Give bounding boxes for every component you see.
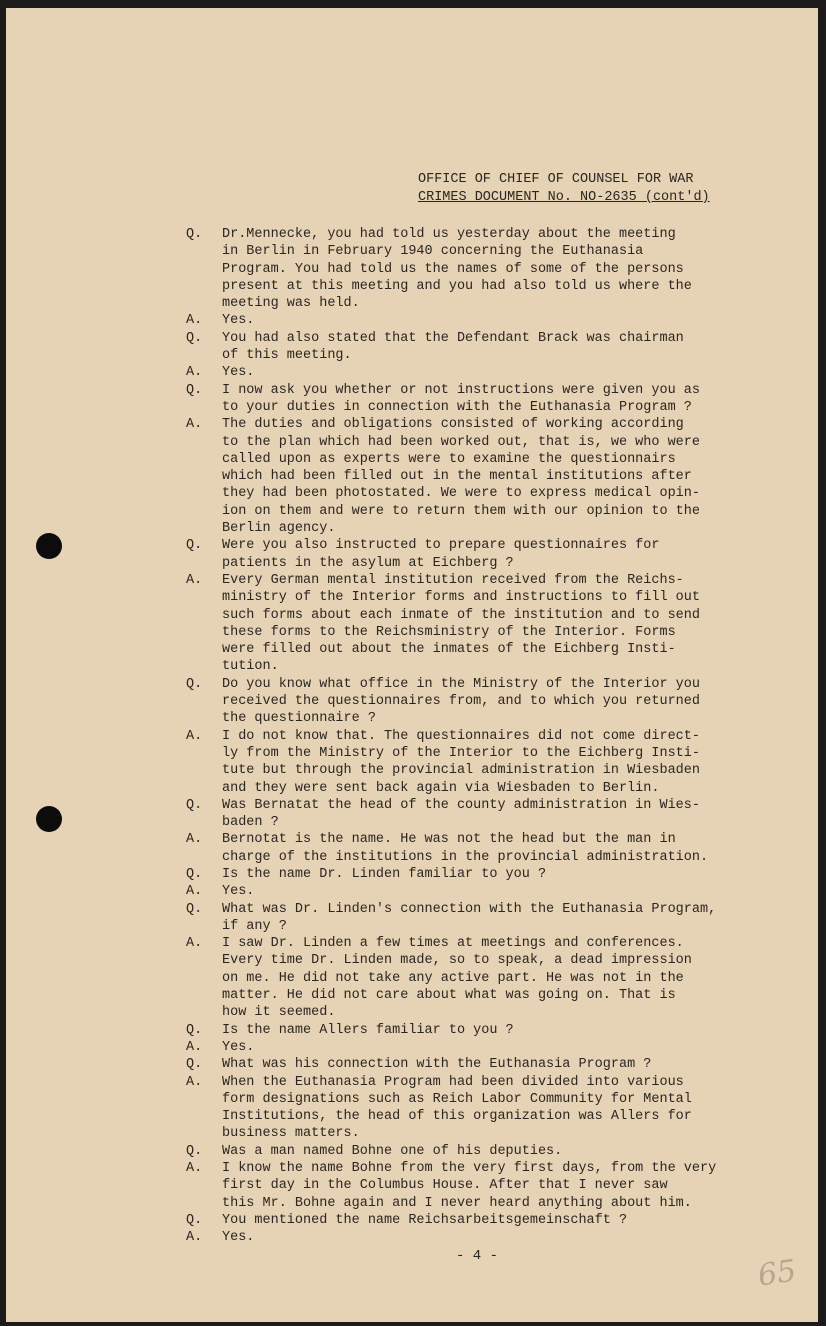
- speaker-label: A.: [186, 572, 203, 588]
- entry-text: [222, 1022, 722, 1039]
- entry-text: [222, 1056, 722, 1073]
- text-line: Is the name Dr. Linden familiar to you ?: [222, 866, 547, 882]
- text-line: Yes.: [222, 313, 255, 329]
- question-entry: [6, 330, 818, 365]
- speaker-label: A.: [186, 1074, 203, 1090]
- text-line: in Berlin in February 1940 concerning the Euthanasia: [222, 244, 644, 260]
- answer-entry: [6, 1039, 818, 1056]
- text-line: Yes.: [222, 1039, 255, 1055]
- speaker-label: A.: [186, 365, 203, 381]
- entry-text: [222, 1212, 722, 1229]
- question-entry: [6, 1022, 818, 1039]
- text-line: I do not know that. The questionnaires did not come direct-: [222, 728, 700, 744]
- entry-text: [222, 883, 722, 900]
- page-number: - 4 -: [456, 1248, 499, 1264]
- text-line: I saw Dr. Linden a few times at meetings and conferences.: [222, 936, 684, 952]
- speaker-label: Q.: [186, 538, 203, 554]
- text-line: such forms about each inmate of the institution and to send: [222, 607, 700, 623]
- entry-text: [222, 1160, 722, 1212]
- answer-entry: [6, 312, 818, 329]
- question-entry: [6, 866, 818, 883]
- text-line: Dr.Mennecke, you had told us yesterday about the meeting: [222, 227, 676, 242]
- text-line: present at this meeting and you had also told us where the: [222, 278, 692, 294]
- question-entry: [6, 537, 818, 572]
- document-header: [418, 171, 710, 207]
- text-line: Was Bernatat the head of the county administration in Wies-: [222, 797, 700, 813]
- speaker-label: Q.: [186, 1022, 203, 1038]
- question-entry: [6, 226, 818, 312]
- entry-text: [222, 330, 722, 365]
- text-line: were filled out about the inmates of the Eichberg Insti-: [222, 642, 676, 658]
- entry-text: [222, 1074, 722, 1143]
- speaker-label: Q.: [186, 1212, 203, 1228]
- question-entry: [6, 676, 818, 728]
- entry-text: [222, 728, 722, 797]
- answer-entry: [6, 1160, 818, 1212]
- answer-entry: [6, 416, 818, 537]
- text-line: the questionnaire ?: [222, 711, 376, 727]
- entry-text: [222, 935, 722, 1021]
- text-line: and they were sent back again via Wiesbaden to Berlin.: [222, 780, 660, 796]
- text-line: on me. He did not take any active part. He was not in the: [222, 970, 684, 986]
- text-line: this Mr. Bohne again and I never heard anything about him.: [222, 1195, 692, 1211]
- entry-text: [222, 226, 722, 312]
- entry-text: [222, 676, 722, 728]
- text-line: first day in the Columbus House. After that I never saw: [222, 1178, 668, 1194]
- text-line: Yes.: [222, 365, 255, 381]
- speaker-label: Q.: [186, 676, 203, 692]
- text-line: You mentioned the name Reichsarbeitsgemeinschaft ?: [222, 1212, 628, 1228]
- text-line: When the Euthanasia Program had been divided into various: [222, 1074, 684, 1090]
- text-line: patients in the asylum at Eichberg ?: [222, 555, 514, 571]
- answer-entry: [6, 883, 818, 900]
- text-line: ion on them and were to return them with our opinion to the: [222, 503, 700, 519]
- text-line: called upon as experts were to examine the questionnairs: [222, 451, 676, 467]
- text-line: received the questionnaires from, and to which you returned: [222, 694, 700, 710]
- text-line: Institutions, the head of this organization was Allers for: [222, 1109, 692, 1125]
- entry-text: [222, 797, 722, 832]
- entry-text: [222, 312, 722, 329]
- speaker-label: Q.: [186, 1057, 203, 1073]
- text-line: meeting was held.: [222, 296, 360, 312]
- entry-text: [222, 1039, 722, 1056]
- speaker-label: A.: [186, 1230, 203, 1246]
- text-line: they had been photostated. We were to express medical opin-: [222, 486, 700, 502]
- document-page: [6, 8, 818, 1322]
- speaker-label: A.: [186, 1039, 203, 1055]
- text-line: Yes.: [222, 1230, 255, 1246]
- text-line: to your duties in connection with the Euthanasia Program ?: [222, 399, 692, 415]
- text-line: ly from the Ministry of the Interior to the Eichberg Insti-: [222, 745, 700, 761]
- entry-text: [222, 364, 722, 381]
- answer-entry: [6, 1074, 818, 1143]
- entry-text: [222, 901, 722, 936]
- speaker-label: Q.: [186, 382, 203, 398]
- text-line: Program. You had told us the names of some of the persons: [222, 261, 684, 277]
- speaker-label: Q.: [186, 797, 203, 813]
- interrogation-transcript: [6, 226, 818, 1247]
- question-entry: [6, 1212, 818, 1229]
- text-line: if any ?: [222, 918, 287, 934]
- speaker-label: Q.: [186, 227, 203, 242]
- speaker-label: Q.: [186, 866, 203, 882]
- answer-entry: [6, 364, 818, 381]
- text-line: Yes.: [222, 884, 255, 900]
- text-line: Was a man named Bohne one of his deputies.: [222, 1143, 563, 1159]
- speaker-label: Q.: [186, 330, 203, 346]
- text-line: Is the name Allers familiar to you ?: [222, 1022, 514, 1038]
- text-line: form designations such as Reich Labor Community for Mental: [222, 1091, 692, 1107]
- speaker-label: A.: [186, 313, 203, 329]
- text-line: Do you know what office in the Ministry of the Interior you: [222, 676, 700, 692]
- text-line: matter. He did not care about what was going on. That is: [222, 988, 676, 1004]
- speaker-label: A.: [186, 417, 203, 433]
- answer-entry: [6, 1229, 818, 1246]
- text-line: The duties and obligations consisted of working according: [222, 417, 684, 433]
- text-line: I now ask you whether or not instructions were given you as: [222, 382, 700, 398]
- question-entry: [6, 901, 818, 936]
- header-office-line: OFFICE OF CHIEF OF COUNSEL FOR WAR: [418, 172, 694, 187]
- text-line: ministry of the Interior forms and instructions to fill out: [222, 590, 700, 606]
- answer-entry: [6, 935, 818, 1021]
- text-line: Bernotat is the name. He was not the head but the man in: [222, 832, 676, 848]
- pencil-annotation: 65: [755, 1253, 799, 1294]
- text-line: tution.: [222, 659, 279, 675]
- question-entry: [6, 797, 818, 832]
- speaker-label: A.: [186, 1161, 203, 1177]
- speaker-label: Q.: [186, 1143, 203, 1159]
- text-line: What was Dr. Linden's connection with the Euthanasia Program,: [222, 901, 717, 917]
- speaker-label: A.: [186, 832, 203, 848]
- question-entry: [6, 382, 818, 417]
- speaker-label: A.: [186, 728, 203, 744]
- text-line: these forms to the Reichsministry of the Interior. Forms: [222, 624, 676, 640]
- text-line: Berlin agency.: [222, 521, 336, 537]
- answer-entry: [6, 572, 818, 676]
- speaker-label: Q.: [186, 901, 203, 917]
- text-line: I know the name Bohne from the very first days, from the very: [222, 1161, 717, 1177]
- text-line: Every German mental institution received from the Reichs-: [222, 572, 684, 588]
- text-line: charge of the institutions in the provincial administration.: [222, 849, 709, 865]
- entry-text: [222, 1229, 722, 1246]
- text-line: of this meeting.: [222, 348, 352, 364]
- answer-entry: [6, 831, 818, 866]
- answer-entry: [6, 728, 818, 797]
- text-line: business matters.: [222, 1126, 360, 1142]
- question-entry: [6, 1143, 818, 1160]
- entry-text: [222, 416, 722, 537]
- speaker-label: A.: [186, 884, 203, 900]
- text-line: Were you also instructed to prepare questionnaires for: [222, 538, 660, 554]
- entry-text: [222, 831, 722, 866]
- entry-text: [222, 1143, 722, 1160]
- header-document-number: CRIMES DOCUMENT No. NO-2635 (cont'd): [418, 190, 710, 205]
- text-line: how it seemed.: [222, 1005, 336, 1021]
- text-line: What was his connection with the Euthanasia Program ?: [222, 1057, 652, 1073]
- text-line: Every time Dr. Linden made, so to speak, a dead impression: [222, 953, 692, 969]
- entry-text: [222, 572, 722, 676]
- text-line: tute but through the provincial administration in Wiesbaden: [222, 763, 700, 779]
- speaker-label: A.: [186, 936, 203, 952]
- text-line: You had also stated that the Defendant Brack was chairman: [222, 330, 684, 346]
- text-line: baden ?: [222, 815, 279, 831]
- question-entry: [6, 1056, 818, 1073]
- entry-text: [222, 866, 722, 883]
- entry-text: [222, 537, 722, 572]
- text-line: to the plan which had been worked out, that is, we who were: [222, 434, 700, 450]
- entry-text: [222, 382, 722, 417]
- text-line: which had been filled out in the mental institutions after: [222, 469, 692, 485]
